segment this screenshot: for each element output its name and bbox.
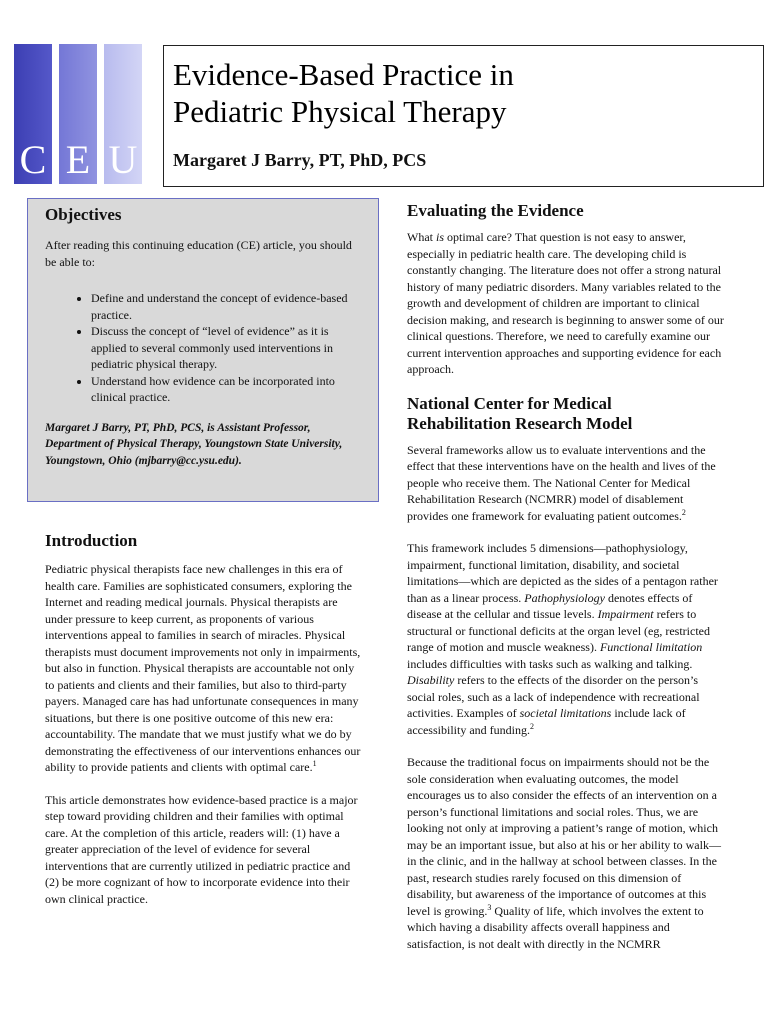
ncmrr-paragraph-2: This framework includes 5 dimensions—pathophysiology, impairment, functional limitation, disability, and societal limitations—which are depicted as the sides of a pentagon rather than as a linear process. Pathophysiology denotes effects of disease at the cellular and tissue levels. Impairment refers to structural or functional deficits at the organ level (eg, restricted range of motion and muscle weakness). Functional limitation includes difficulties with tasks such as walking and talking. Disability refers to the effects of the disorder on the person’s social roles, such as a lack of independence with recreational activities. Examples of societal limitations include lack of accessibility and funding.$^2$ bbox=[407, 541, 718, 737]
evaluating-paragraph: What is optimal care? That question is not easy to answer, especially in pediatric health care. The developing child is constantly changing. The literature does not offer a strong natural history of many pediatric disorders. Many variables related to the growth and development of children are important to clinical decision making, and research is beginning to answer some of our clinical questions. Therefore, we need to carefully examine our current intervention approaches and supporting evidence for each approach. bbox=[407, 230, 724, 376]
introduction-heading: Introduction bbox=[45, 531, 138, 550]
introduction-paragraph-1: Pediatric physical therapists face new challenges in this era of health care. Families are sophisticated consumers, exploring the Internet and reading medical journals. Physical therapists are under pressure to keep current, as proponents of various interventions appeal to families in search of miracles. Physical therapists must document improvements not only in impairments, but also in function. Physical therapists are accountable not only to patients and clients and their families, but also to third-party payers. Managed care has had unfortunate consequences in many situations, but there is one positive outcome of this new era: accountability. The mandate that we must justify what we do by demonstrating the effectiveness of our interventions enhances our ability to provide patients and clients with optimal care.$^1$ bbox=[45, 562, 361, 774]
logo-letter-e: E bbox=[65, 137, 91, 182]
introduction-paragraph-2: This article demonstrates how evidence-based practice is a major step toward providing children and their families with optimal care. At the completion of this article, readers will: (1) have a greater appreciation of the level of evidence for several interventions that are currently utilized in pediatric practice and (2) be more cognizant of how to incorporate evidence into their own clinical practice. bbox=[45, 792, 358, 906]
objective-item: • Define and understand the concept of evidence-based practice. bbox=[91, 290, 362, 323]
title-box bbox=[163, 45, 764, 187]
objectives-heading: Objectives bbox=[45, 205, 122, 224]
introduction-section bbox=[45, 530, 365, 907]
ceu-logo bbox=[14, 44, 142, 184]
reference-mark: 1 bbox=[312, 759, 317, 768]
objectives-box bbox=[27, 198, 379, 502]
logo-letter-u: U bbox=[108, 137, 138, 182]
reference-mark: 2 bbox=[681, 507, 686, 517]
author-line: Margaret J Barry, PT, PhD, PCS bbox=[173, 150, 427, 170]
logo-letter-c: C bbox=[19, 137, 47, 182]
reference-mark: 3 bbox=[487, 902, 492, 912]
objective-item: • Discuss the concept of “level of evidence” as it is applied to several commonly used interventions in pediatric physical therapy. bbox=[91, 323, 362, 373]
article-title bbox=[173, 56, 763, 130]
title-line-2: Pediatric Physical Therapy bbox=[173, 94, 507, 129]
objective-item: • Understand how evidence can be incorporated into clinical practice. bbox=[91, 373, 362, 406]
objectives-list bbox=[45, 290, 362, 406]
ncmrr-paragraph-1: Several frameworks allow us to evaluate interventions and the effect that these interventions have on the health and lives of the people who receive them. The National Center for Medical Rehabilitation Research (NCMRR) model of disablement provides one framework for evaluating patient outcomes.$^2$ bbox=[407, 442, 716, 523]
ncmrr-paragraph-3: Because the traditional focus on impairments should not be the sole consideration when evaluating outcomes, the model encourages us to also consider the effects of an intervention on a person’s functional limitations and social roles. Thus, we are looking not only at improving a patient’s range of motion, which may be an important issue, but also at his or her ability to walk—in the clinic, and in the hallway at school between classes. In the past, research studies rarely focused on this dimension of disability, but awareness of the importance of outcomes at this level is growing.$^3$ Quality of life, which involves the extent to which having a disability affects overall happiness and satisfaction, is not dealt with directly in the NCMRR bbox=[407, 755, 721, 951]
right-column bbox=[407, 200, 725, 952]
evaluating-heading: Evaluating the Evidence bbox=[407, 201, 584, 220]
objectives-intro: After reading this continuing education (CE) article, you should be able to: bbox=[45, 238, 352, 269]
title-line-1: Evidence-Based Practice in bbox=[173, 57, 514, 92]
reference-mark: 2 bbox=[529, 721, 534, 731]
ncmrr-heading: National Center for Medical Rehabilitation Research Model bbox=[407, 393, 633, 433]
author-bio: Margaret J Barry, PT, PhD, PCS, is Assistant Professor, Department of Physical Therapy, Youngstown State University, Youngstown, Ohio (mjbarry@cc.ysu.edu). bbox=[45, 421, 343, 467]
